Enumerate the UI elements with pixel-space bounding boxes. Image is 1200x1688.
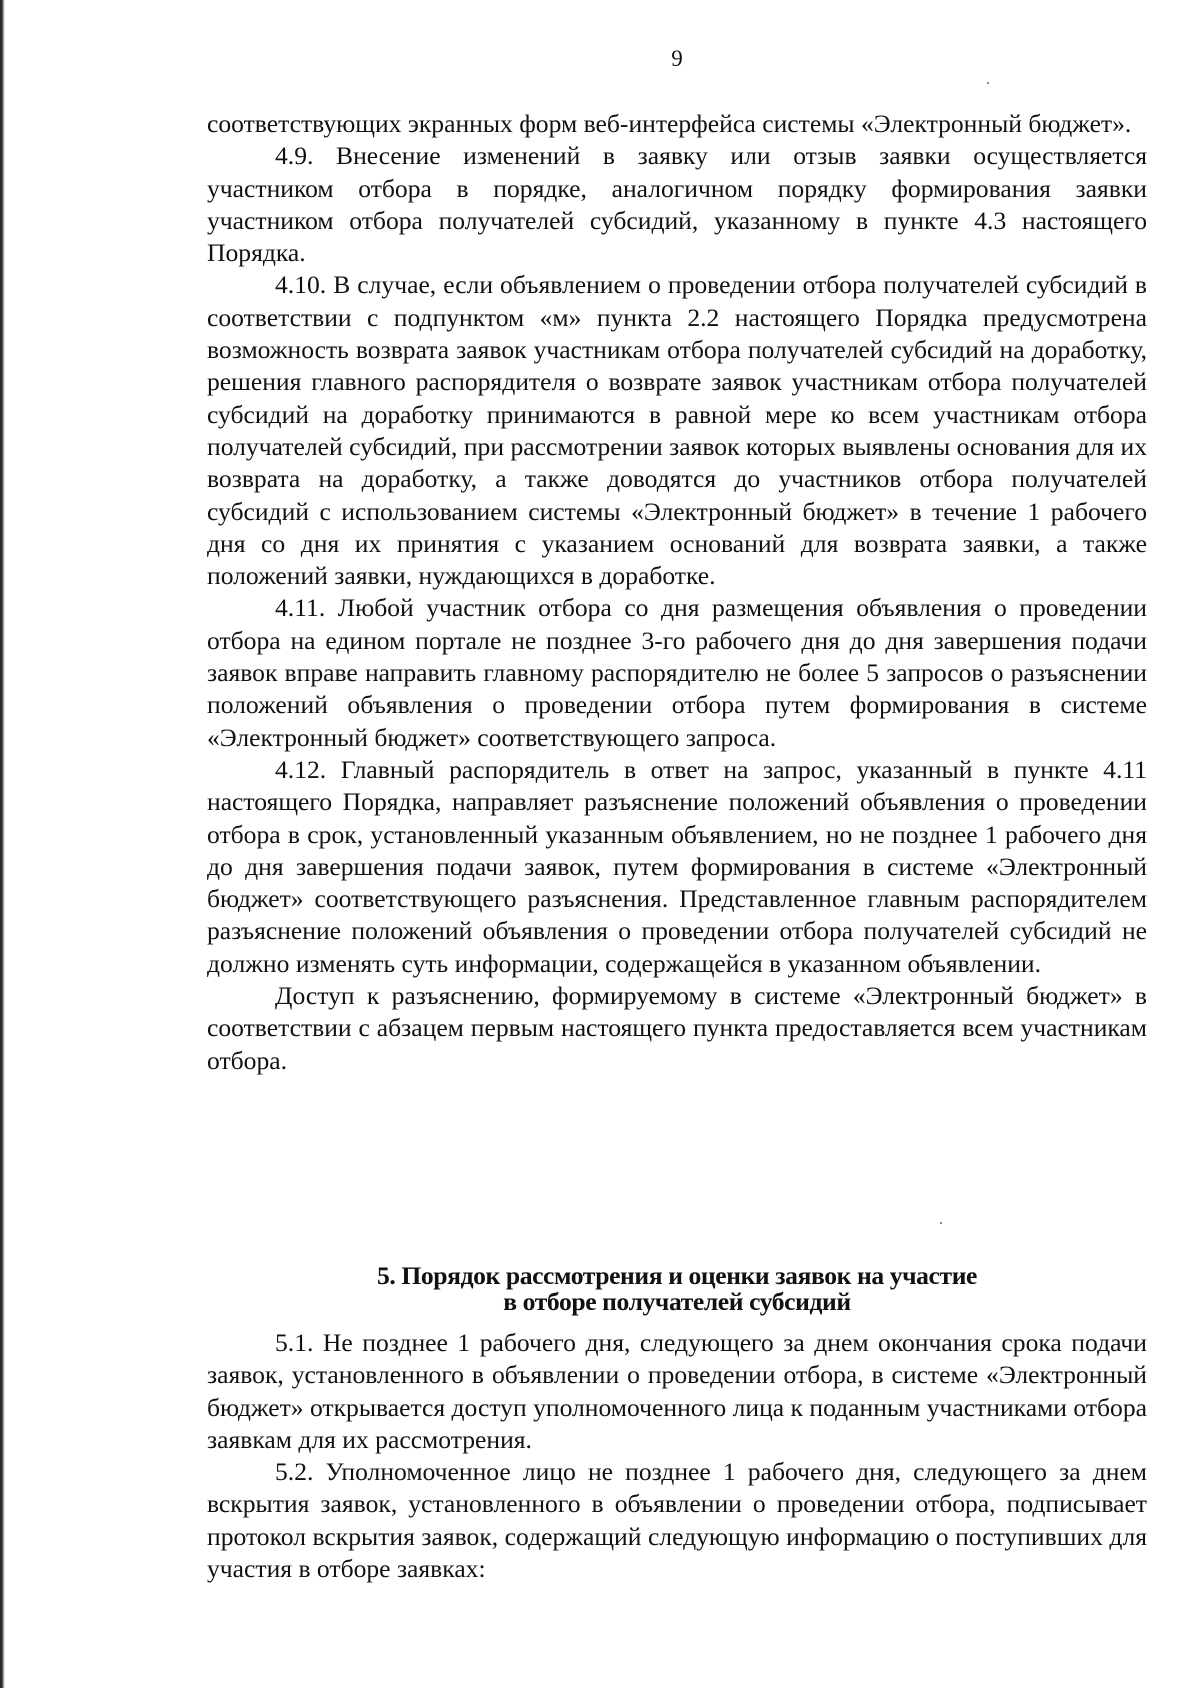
scan-speck <box>987 82 989 84</box>
page-number: 9 <box>671 46 683 71</box>
paragraph-4-11: 4.11. Любой участник отбора со дня размещения объявления о проведении отбора на едином портале не позднее 3-го рабочего дня до дня завершения подачи заявок вправе направить главному распорядителю не более 5 запросов о разъяснении положений объявления о проведении отбора путем формирования в системе «Электронный бюджет» соответствующего запроса. <box>207 593 1147 752</box>
scan-left-edge <box>0 0 5 1688</box>
paragraph-5-2: 5.2. Уполномоченное лицо не позднее 1 рабочего дня, следующего за днем вскрытия заявок, установленного в объявлении о проведении отбора, подписывает протокол вскрытия заявок, содержащий следующую информацию о поступивших для участия в отборе заявках: <box>207 1457 1147 1584</box>
paragraph-4-12: 4.12. Главный распорядитель в ответ на запрос, указанный в пункте 4.11 настоящего Порядка, направляет разъяснение положений объявления о проведении отбора в срок, установленный указанным объявлением, но не позднее 1 рабочего дня до дня завершения подачи заявок, путем формирования в системе «Электронный бюджет» соответствующего разъяснения. Представленное главным распорядителем разъяснение положений объявления о проведении отбора получателей субсидий не должно изменять суть информации, содержащейся в указанном объявлении. <box>207 754 1147 978</box>
section-heading <box>207 1263 1147 1315</box>
section5-body <box>207 1327 1147 1585</box>
section4-continuation <box>207 108 1147 1077</box>
paragraph-4-10: 4.10. В случае, если объявлением о проведении отбора получателей субсидий в соответствии с подпунктом «м» пункта 2.2 настоящего Порядка предусмотрена возможность возврата заявок участникам отбора получателей субсидий на доработку, решения главного распорядителя о возврате заявок участникам отбора получателей субсидий на доработку принимаются в равной мере ко всем участникам отбора получателей субсидий, при рассмотрении заявок которых выявлены основания для их возврата на доработку, а также доводятся до участников отбора получателей субсидий с использованием системы «Электронный бюджет» в течение 1 рабочего дня со дня их принятия с указанием оснований для возврата заявки, а также положений заявки, нуждающихся в доработке. <box>207 270 1147 591</box>
section-heading-line1: 5. Порядок рассмотрения и оценки заявок на участие <box>377 1261 977 1290</box>
paragraph-access: Доступ к разъяснению, формируемому в системе «Электронный бюджет» в соответствии с абзацем первым настоящего пункта предоставляется всем участникам отбора. <box>207 981 1147 1075</box>
paragraph-continued: соответствующих экранных форм веб-интерфейса системы «Электронный бюджет». <box>207 109 1132 138</box>
section-heading-line2: в отборе получателей субсидий <box>503 1287 851 1316</box>
paragraph-5-1: 5.1. Не позднее 1 рабочего дня, следующего за днем окончания срока подачи заявок, установленного в объявлении о проведении отбора, в системе «Электронный бюджет» открывается доступ уполномоченного лица к поданным участниками отбора заявкам для их рассмотрения. <box>207 1328 1147 1454</box>
scan-speck <box>940 1222 942 1224</box>
paragraph-4-9: 4.9. Внесение изменений в заявку или отзыв заявки осуществляется участником отбора в порядке, аналогичном порядку формирования заявки участником отбора получателей субсидий, указанному в пункте 4.3 настоящего Порядка. <box>207 141 1147 268</box>
